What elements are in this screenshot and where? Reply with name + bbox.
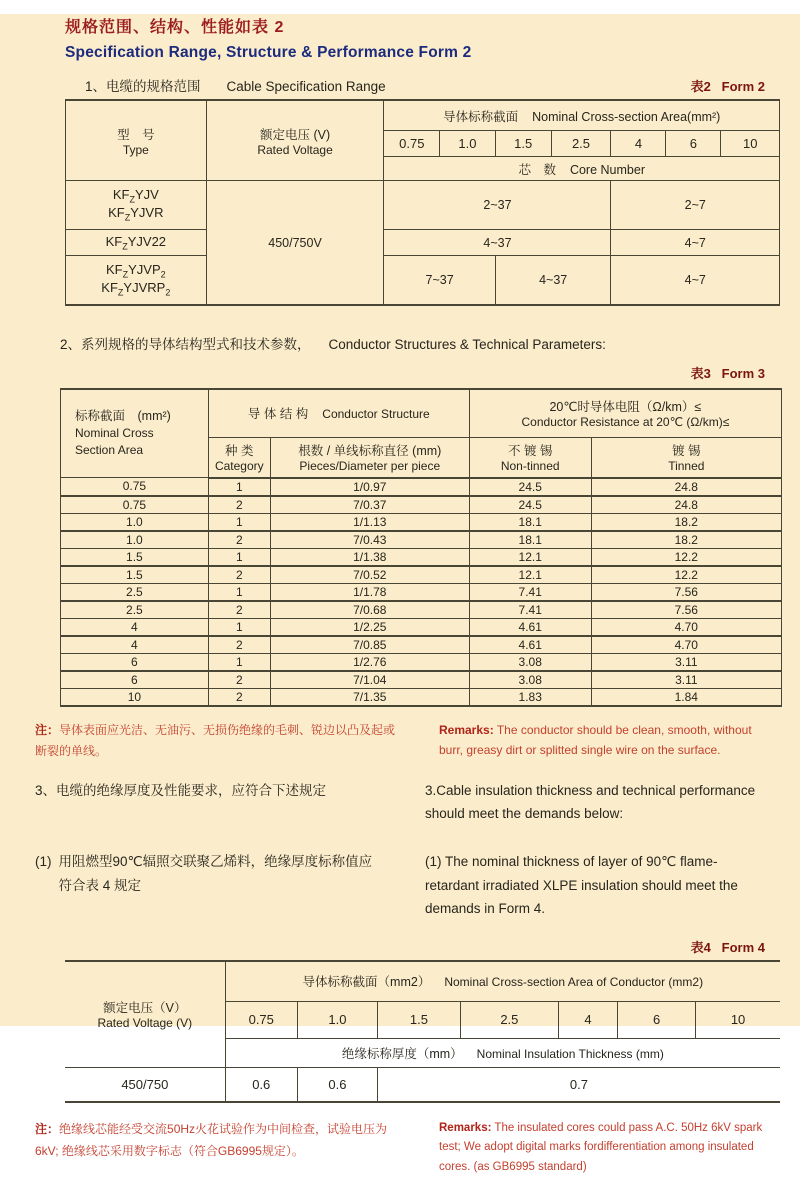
form2-label: 表2 Form 2 — [690, 79, 765, 94]
cable-type-kfzyjvrp2: $KF_ZYJVRP_2$ — [101, 280, 171, 298]
t4-header-row1 — [65, 961, 780, 1002]
t3-area-line3: Section Area — [75, 443, 144, 458]
t3-size-cell: 6 — [61, 671, 209, 689]
form4-label-row — [0, 937, 765, 957]
cable-type-kfzyjv22: $KF_ZYJV22$ — [105, 233, 167, 252]
t2-size-cell: 6 — [666, 131, 721, 157]
t3-size-cell: 2.5 — [61, 601, 209, 619]
t2-type-cell-3 — [66, 256, 207, 306]
t3-size-cell: 1.5 — [61, 566, 209, 584]
t3-size-cell: 0.75 — [61, 496, 209, 514]
t3-pieces-cell: 7/0.52 — [270, 566, 469, 584]
form4-label: 表4 Form 4 — [690, 939, 765, 955]
t3-pieces-cell: 7/1.35 — [270, 688, 469, 706]
t3-data-row — [61, 531, 782, 549]
t3-category-cell: 1 — [208, 618, 270, 636]
section1-heading-row — [85, 75, 765, 95]
section1-heading-en: Cable Specification Range — [226, 79, 386, 94]
table3-note-en — [439, 720, 765, 763]
t3-tinned-cell: 12.2 — [591, 566, 781, 584]
t2-core-range: 4~37 — [384, 230, 611, 256]
t3-data-row — [61, 636, 782, 654]
t3-size-cell: 1.0 — [61, 513, 209, 531]
t3-category-cell: 2 — [208, 636, 270, 654]
t3-pieces-cell: 7/0.37 — [270, 496, 469, 514]
t3-nontinned-cell: 12.1 — [469, 548, 591, 566]
t3-size-cell: 4 — [61, 636, 209, 654]
cable-type-kfzyjvr: $KF_ZYJVR$ — [108, 205, 164, 223]
note-label-zh: 注： — [35, 722, 60, 737]
t3-nontinned-cell: 1.83 — [469, 688, 591, 706]
t2-voltage-header-zh: 额定电压 (V) — [259, 127, 331, 142]
t4-thickness-value: 0.6 — [297, 1067, 377, 1102]
t3-pieces-cell: 7/0.85 — [270, 636, 469, 654]
t2-core-header-en: Core Number — [569, 162, 645, 177]
t3-area-line1: 标称截面 (mm²) — [75, 408, 171, 423]
t3-resistance-zh: 20℃时导体电阻（Ω/km）≤ — [549, 400, 702, 415]
t3-pieces-header: 根数 / 单线标称直径 (mm) Pieces/Diameter per piece — [270, 437, 469, 478]
t3-pieces-cell: 1/1.78 — [270, 583, 469, 601]
t4-cross-zh: 导体标称截面（mm2） — [302, 975, 431, 990]
t3-category-cell: 2 — [208, 531, 270, 549]
section2-heading-zh: 2、系列规格的导体结构型式和技术参数， — [60, 337, 311, 352]
table4-notes-row — [35, 1119, 765, 1178]
t2-type-cell-2 — [66, 230, 207, 256]
item1-label: (1) — [35, 854, 52, 870]
section3-item1-row — [35, 850, 765, 921]
t3-category-cell: 2 — [208, 566, 270, 584]
remarks-label: Remarks: — [439, 1121, 492, 1134]
t3-tinned-cell: 4.70 — [591, 618, 781, 636]
t3-size-cell: 1.5 — [61, 548, 209, 566]
t2-type-cell-1 — [66, 181, 207, 230]
t3-data-row — [61, 496, 782, 514]
t4-size-cell: 4 — [558, 1001, 617, 1038]
t2-core-number-header — [384, 157, 780, 181]
t3-tinned-header: 镀 锡 Tinned — [591, 437, 781, 478]
t3-pieces-cell: 1/1.38 — [270, 548, 469, 566]
t3-data-row — [61, 653, 782, 671]
t3-resistance-en: Conductor Resistance at 20℃ (Ω/km)≤ — [521, 415, 730, 430]
t3-tinned-cell: 3.11 — [591, 653, 781, 671]
t3-data-row — [61, 566, 782, 584]
t3-structure-en: Conductor Structure — [322, 407, 430, 422]
t2-core-header-zh: 芯 数 — [518, 162, 556, 177]
t3-structure-zh: 导 体 结 构 — [247, 407, 309, 422]
section3-heading-en: 3.Cable insulation thickness and technical performance should meet the demands below: — [425, 782, 756, 822]
t3-pieces-cell: 7/0.68 — [270, 601, 469, 619]
cable-spec-range-table — [65, 99, 780, 306]
t3-category-cell: 2 — [208, 601, 270, 619]
section2-heading-row — [60, 333, 765, 357]
t3-tinned-cell: 7.56 — [591, 583, 781, 601]
form3-label-row — [0, 363, 765, 383]
t3-nontinned-cell: 18.1 — [469, 531, 591, 549]
note-label-zh: 注： — [35, 1121, 60, 1136]
t3-nontinned-cell: 12.1 — [469, 566, 591, 584]
t3-category-header: 种 类 Category — [208, 437, 270, 478]
t4-cross-en: Nominal Cross-section Area of Conductor (mm2) — [444, 975, 704, 990]
t2-header-row1 — [66, 100, 780, 131]
t3-category-cell: 1 — [208, 548, 270, 566]
t4-voltage-en: Rated Voltage (V) — [97, 1016, 193, 1031]
t3-size-cell: 10 — [61, 688, 209, 706]
t3-category-cell: 1 — [208, 583, 270, 601]
remarks-label: Remarks: — [439, 722, 494, 737]
t3-nominal-area-header — [61, 389, 209, 478]
t3-pieces-cell: 1/0.97 — [270, 478, 469, 496]
t2-cross-header-zh: 导体标称截面 — [443, 109, 519, 124]
item1-zh — [35, 850, 403, 921]
t2-voltage-value: 450/750V — [206, 181, 384, 306]
t4-thickness-header — [225, 1038, 780, 1067]
t4-voltage-value: 450/750 — [65, 1067, 225, 1102]
t3-data-row — [61, 601, 782, 619]
t2-size-cell: 10 — [721, 131, 780, 157]
t4-size-cell: 0.75 — [225, 1001, 297, 1038]
insulation-thickness-table — [65, 960, 780, 1103]
t3-nontinned-cell: 7.41 — [469, 583, 591, 601]
section3-heading-zh: 3、电缆的绝缘厚度及性能要求，应符合下述规定 — [35, 782, 327, 798]
t3-pieces-cell: 1/2.25 — [270, 618, 469, 636]
note-text-zh: 绝缘线芯能经受交流50Hz火花试验作为中间检查，试验电压为6kV; 绝缘线芯采用数字标志（符合GB6995规定）。 — [35, 1121, 388, 1158]
t3-nontinned-cell: 18.1 — [469, 513, 591, 531]
t3-tinned-cell: 1.84 — [591, 688, 781, 706]
t3-data-row — [61, 618, 782, 636]
t2-core-range: 2~37 — [384, 181, 611, 230]
t3-tinned-cell: 18.2 — [591, 513, 781, 531]
t3-data-row — [61, 583, 782, 601]
item1-text-zh: 用阻燃型90℃辐照交联聚乙烯料，绝缘厚度标称值应符合表 4 规定 — [58, 854, 373, 893]
t3-data-row — [61, 671, 782, 689]
t3-category-cell: 2 — [208, 688, 270, 706]
cable-type-kfzyjv: $KF_ZYJV$ — [112, 187, 159, 205]
t4-size-cell: 1.0 — [297, 1001, 377, 1038]
cable-type-kfzyjvp2: $KF_ZYJVP_2$ — [106, 262, 166, 280]
table4-note-zh — [35, 1119, 407, 1178]
t3-data-row — [61, 688, 782, 706]
t2-core-range: 2~7 — [611, 181, 780, 230]
t3-tinned-cell: 12.2 — [591, 548, 781, 566]
t2-cross-section-header — [384, 100, 780, 131]
page-title-en: Specification Range, Structure & Performance Form 2 — [65, 44, 472, 61]
t2-size-cell: 0.75 — [384, 131, 440, 157]
t3-header-row1 — [61, 389, 782, 438]
t3-tinned-cell: 18.2 — [591, 531, 781, 549]
t2-size-cell: 2.5 — [551, 131, 611, 157]
t2-core-range: 4~7 — [611, 256, 780, 306]
t3-tinned-cell: 7.56 — [591, 601, 781, 619]
note-text-zh: 导体表面应光洁、无油污、无损伤绝缘的毛刺、锐边以凸及起或断裂的单线。 — [35, 722, 396, 759]
t3-tinned-cell: 24.8 — [591, 496, 781, 514]
t3-category-cell: 2 — [208, 671, 270, 689]
t3-size-cell: 0.75 — [61, 478, 209, 496]
conductor-structure-table — [60, 388, 782, 707]
t4-thickness-value: 0.7 — [377, 1067, 780, 1102]
t3-pieces-cell: 7/1.04 — [270, 671, 469, 689]
t3-category-cell: 1 — [208, 653, 270, 671]
t3-data-row — [61, 548, 782, 566]
t3-data-row — [61, 513, 782, 531]
section2-heading-en: Conductor Structures & Technical Parameters: — [328, 337, 606, 352]
t2-voltage-header-en: Rated Voltage — [257, 142, 333, 157]
t3-category-cell: 2 — [208, 496, 270, 514]
t2-size-cell: 1.0 — [440, 131, 496, 157]
t3-nontinned-cell: 7.41 — [469, 601, 591, 619]
t2-type-header-zh: 型 号 — [117, 127, 155, 142]
section1-heading-zh: 1、电缆的规格范围 — [85, 79, 201, 94]
t3-nontinned-cell: 4.61 — [469, 618, 591, 636]
t3-body — [61, 478, 782, 706]
t4-voltage-zh: 额定电压（V） — [103, 1001, 187, 1016]
t3-size-cell: 4 — [61, 618, 209, 636]
t4-size-cell: 10 — [696, 1001, 780, 1038]
t3-size-cell: 1.0 — [61, 531, 209, 549]
t3-nontinned-cell: 3.08 — [469, 653, 591, 671]
t3-pieces-cell: 1/1.13 — [270, 513, 469, 531]
table3-note-zh — [35, 720, 407, 763]
t3-nontinned-cell: 24.5 — [469, 496, 591, 514]
t2-body-row-2 — [66, 230, 780, 256]
t3-tinned-cell: 24.8 — [591, 478, 781, 496]
t4-size-cell: 1.5 — [377, 1001, 460, 1038]
t4-values-row — [65, 1067, 780, 1102]
t3-size-cell: 6 — [61, 653, 209, 671]
t2-size-cell: 1.5 — [495, 131, 551, 157]
spec-sheet-page — [0, 14, 800, 1174]
t3-tinned-cell: 4.70 — [591, 636, 781, 654]
form3-label: 表3 Form 3 — [690, 365, 765, 381]
t3-nontinned-header: 不 镀 锡 Non-tinned — [469, 437, 591, 478]
t3-pieces-cell: 7/0.43 — [270, 531, 469, 549]
remarks-text: The conductor should be clean, smooth, without burr, greasy dirt or splitted single wire on the surface. — [439, 722, 752, 758]
t2-core-range: 4~7 — [611, 230, 780, 256]
t3-tinned-cell: 3.11 — [591, 671, 781, 689]
t2-body-row-3 — [66, 256, 780, 306]
item1-text-en: (1) The nominal thickness of layer of 90℃ flame-retardant irradiated XLPE insulation should meet the demands in Form 4. — [425, 854, 738, 917]
page-title-zh: 规格范围、结构、性能如表 2 — [65, 19, 285, 36]
t2-cross-header-en: Nominal Cross-section Area(mm²) — [532, 109, 721, 124]
t3-nontinned-cell: 3.08 — [469, 671, 591, 689]
table4-note-en — [439, 1119, 765, 1178]
t3-category-cell: 1 — [208, 478, 270, 496]
section1-heading — [85, 75, 386, 95]
t3-size-cell: 2.5 — [61, 583, 209, 601]
t4-size-cell: 6 — [618, 1001, 696, 1038]
t4-cross-section-header — [225, 961, 780, 1002]
t2-type-header-en: Type — [122, 142, 149, 157]
t2-voltage-header — [206, 100, 384, 181]
table3-notes-row — [35, 720, 765, 763]
remarks-text: The insulated cores could pass A.C. 50Hz 6kV spark test; We adopt digital marks fordifferentiation among insulated cores. (as GB6995 standard) — [439, 1121, 763, 1174]
t3-nontinned-cell: 24.5 — [469, 478, 591, 496]
section3-heading-row — [35, 779, 765, 826]
t4-size-cell: 2.5 — [460, 1001, 558, 1038]
t3-structure-header — [208, 389, 469, 438]
t3-resistance-header — [469, 389, 781, 438]
t4-thickness-value: 0.6 — [225, 1067, 297, 1102]
t3-data-row — [61, 478, 782, 496]
t4-voltage-header — [65, 961, 225, 1068]
t2-core-range: 4~37 — [495, 256, 611, 306]
t2-size-cell: 4 — [611, 131, 666, 157]
t2-type-header — [66, 100, 207, 181]
t3-area-line2: Nominal Cross — [75, 426, 154, 441]
t3-pieces-cell: 1/2.76 — [270, 653, 469, 671]
t4-thickness-en: Nominal Insulation Thickness (mm) — [476, 1046, 664, 1061]
t2-core-range: 7~37 — [384, 256, 495, 306]
t2-body-row-1 — [66, 181, 780, 230]
t4-thickness-zh: 绝缘标称厚度（mm） — [341, 1046, 463, 1061]
t3-category-cell: 1 — [208, 513, 270, 531]
t3-nontinned-cell: 4.61 — [469, 636, 591, 654]
